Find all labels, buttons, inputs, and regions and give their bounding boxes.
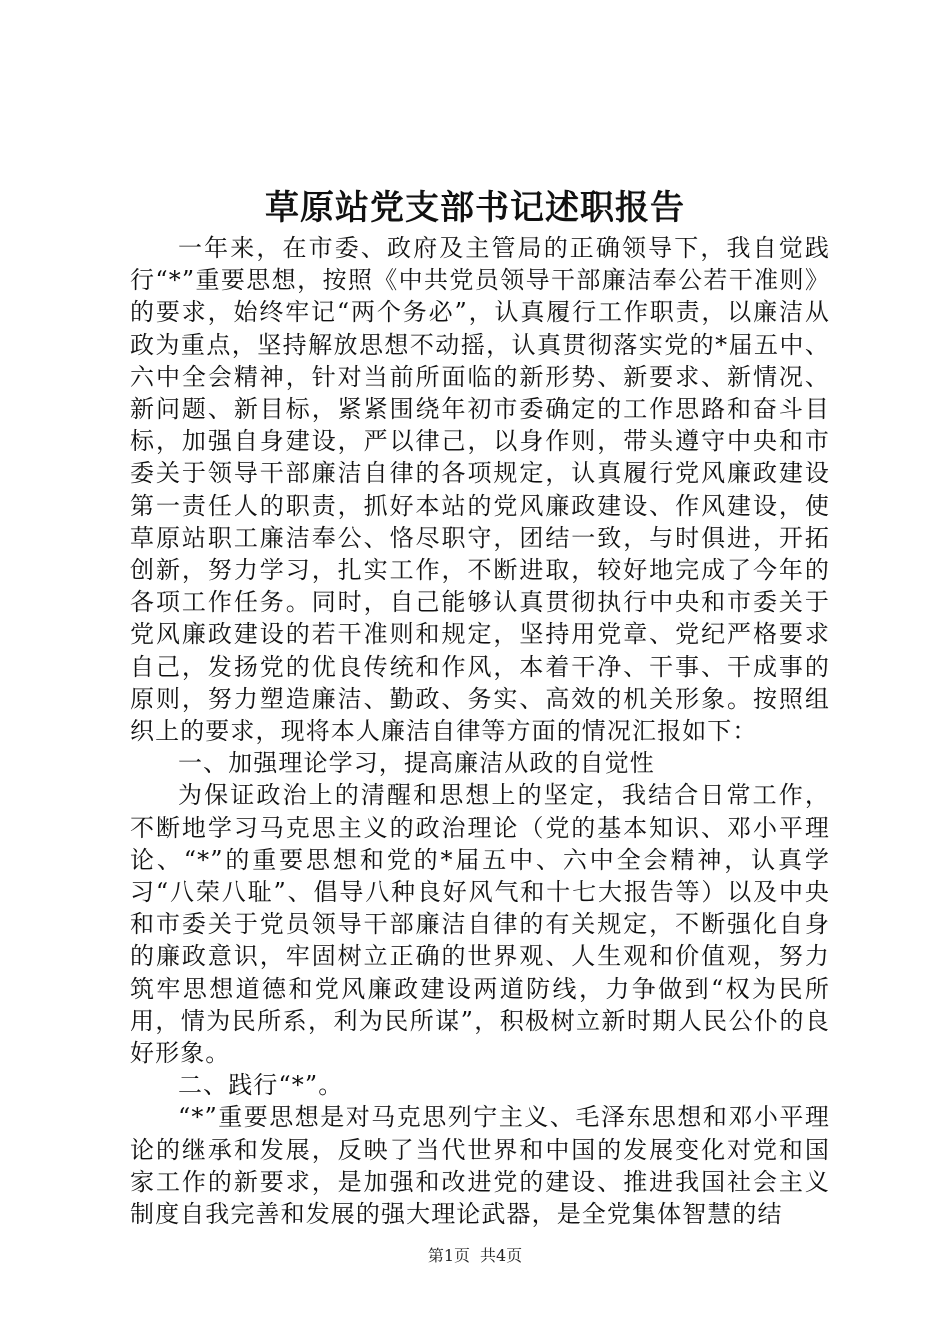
section-heading-2: 二、践行“*”。 [178,1071,344,1100]
paragraph-intro: 一年来，在市委、政府及主管局的正确领导下，我自觉践行“*”重要思想，按照《中共党员领导干部廉洁奉公若干准则》的要求，始终牢记“两个务必”，认真履行工作职责，以廉洁从政为重点，坚持解放思想不动摇，认真贯彻落实党的*届五中、六中全会精神，针对当前所面临的新形势、新要求、新情况、新问题、新目标，紧紧围绕年初市委确定的工作思路和奋斗目标，加强自身建设，严以律己，以身作则，带头遵守中央和市委关于领导干部廉洁自律的各项规定，认真履行党风廉政建设第一责任人的职责，抓好本站的党风廉政建设、作风建设，使草原站职工廉洁奉公、恪尽职守，团结一致，与时俱进，开拓创新，努力学习，扎实工作，不断进取，较好地完成了今年的各项工作任务。同时，自己能够认真贯彻执行中央和市委关于党风廉政建设的若干准则和规定，坚持用党章、党纪严格要求自己，发扬党的优良传统和作风，本着干净、干事、干成事的原则，努力塑造廉洁、勤政、务实、高效的机关形象。按照组织上的要求，现将本人廉洁自律等方面的情况汇报如下： [130,234,830,746]
paragraph-section-2: “*”重要思想是对马克思列宁主义、毛泽东思想和邓小平理论的继承和发展，反映了当代世界和中国的发展变化对党和国家工作的新要求，是加强和改进党的建设、推进我国社会主义制度自我完善和发展的强大理论武器，是全党集体智慧的结 [130,1103,830,1229]
page-number: 第1页 [427,1246,470,1265]
page-footer [0,1244,950,1268]
document-title: 草原站党支部书记述职报告 [265,188,685,228]
section-heading-1: 一、加强理论学习，提高廉洁从政的自觉性 [178,749,655,778]
page-total: 共4页 [480,1246,523,1265]
paragraph-section-1: 为保证政治上的清醒和思想上的坚定，我结合日常工作，不断地学习马克思主义的政治理论（党的基本知识、邓小平理论、“*”的重要思想和党的*届五中、六中全会精神，认真学习“八荣八耻”、倡导八种良好风气和十七大报告等）以及中央和市委关于党员领导干部廉洁自律的有关规定，不断强化自身的廉政意识，牢固树立正确的世界观、人生观和价值观，努力筑牢思想道德和党风廉政建设两道防线，力争做到“权为民所用，情为民所系，利为民所谋”，积极树立新时期人民公仆的良好形象。 [130,781,830,1068]
document-body [130,232,830,1230]
